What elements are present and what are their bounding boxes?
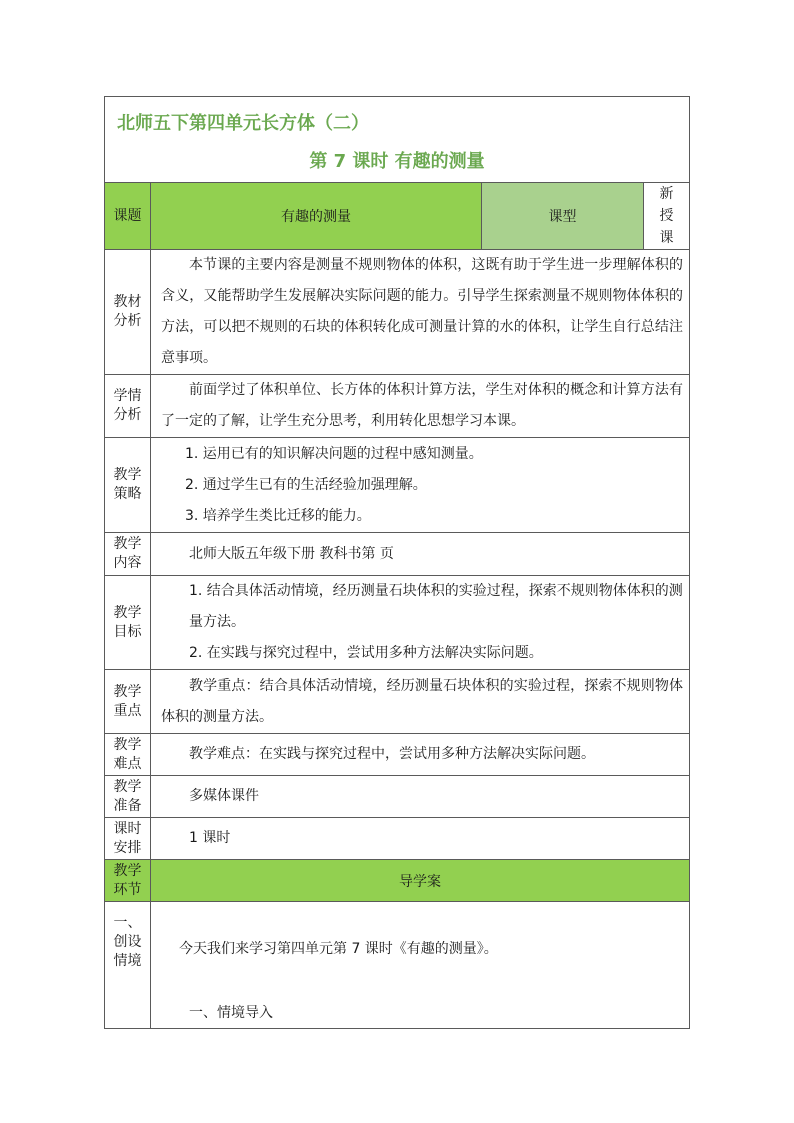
title-cell xyxy=(105,97,690,183)
student-analysis-text: 前面学过了体积单位、长方体的体积计算方法，学生对体积的概念和计算方法有了一定的了解，让学生充分思考，利用转化思想学习本课。 xyxy=(151,375,690,438)
goal-item: 2. 在实践与探究过程中，尝试用多种方法解决实际问题。 xyxy=(189,645,543,661)
title-row xyxy=(105,97,690,183)
intro-content xyxy=(151,902,690,1029)
strategy-item: 3. 培养学生类比迁移的能力。 xyxy=(185,507,371,524)
content-row xyxy=(105,533,690,576)
stage-text: 导学案 xyxy=(151,860,690,902)
preparation-label: 教学 准备 xyxy=(105,776,151,818)
intro-label: 一、 创设 情境 xyxy=(105,902,151,1029)
strategy-list xyxy=(151,438,690,533)
topic-value: 有趣的测量 xyxy=(151,183,482,250)
difficulty-text: 教学难点：在实践与探究过程中，尝试用多种方法解决实际问题。 xyxy=(151,734,690,776)
strategy-row xyxy=(105,438,690,533)
intro-row xyxy=(105,902,690,1029)
student-analysis-label: 学情 分析 xyxy=(105,375,151,438)
textbook-analysis-row xyxy=(105,250,690,375)
key-point-row xyxy=(105,670,690,734)
time-text: 1 课时 xyxy=(151,818,690,860)
stage-row xyxy=(105,860,690,902)
difficulty-label: 教学 难点 xyxy=(105,734,151,776)
stage-label: 教学 环节 xyxy=(105,860,151,902)
intro-line: 今天我们来学习第四单元第 7 课时《有趣的测量》。 xyxy=(179,941,498,957)
preparation-row xyxy=(105,776,690,818)
topic-label: 课题 xyxy=(105,183,151,250)
key-point-label: 教学 重点 xyxy=(105,670,151,734)
intro-heading: 一、情境导入 xyxy=(189,1005,273,1021)
time-row xyxy=(105,818,690,860)
topic-row xyxy=(105,183,690,250)
goals-row xyxy=(105,576,690,670)
lesson-type-label: 课型 xyxy=(482,183,644,250)
goals-label: 教学 目标 xyxy=(105,576,151,670)
goals-list xyxy=(151,576,690,670)
lesson-subtitle: 第 7 课时 有趣的测量 xyxy=(309,151,485,172)
textbook-analysis-text: 本节课的主要内容是测量不规则物体的体积，这既有助于学生进一步理解体积的含义，又能帮助学生发展解决实际问题的能力。引导学生探索测量不规则物体体积的方法，可以把不规则的石块的体积转化成可测量计算的水的体积，让学生自行总结注意事项。 xyxy=(151,250,690,375)
student-analysis-row xyxy=(105,375,690,438)
content-text: 北师大版五年级下册 教科书第 页 xyxy=(151,533,690,576)
document-title: 北师五下第四单元长方体（二） xyxy=(117,113,369,134)
strategy-item: 2. 通过学生已有的生活经验加强理解。 xyxy=(185,476,427,493)
lesson-type-value: 新 授 课 xyxy=(644,183,690,250)
preparation-text: 多媒体课件 xyxy=(151,776,690,818)
lesson-plan-page xyxy=(104,96,689,1029)
goal-item: 1. 结合具体活动情境，经历测量石块体积的实验过程，探索不规则物体体积的测量方法。 xyxy=(189,583,683,630)
key-point-text: 教学重点：结合具体活动情境，经历测量石块体积的实验过程，探索不规则物体体积的测量方法。 xyxy=(151,670,690,734)
time-label: 课时 安排 xyxy=(105,818,151,860)
strategy-item: 1. 运用已有的知识解决问题的过程中感知测量。 xyxy=(185,445,483,462)
lesson-plan-table xyxy=(104,96,690,1029)
strategy-label: 教学 策略 xyxy=(105,438,151,533)
difficulty-row xyxy=(105,734,690,776)
content-label: 教学 内容 xyxy=(105,533,151,576)
textbook-analysis-label: 教材 分析 xyxy=(105,250,151,375)
